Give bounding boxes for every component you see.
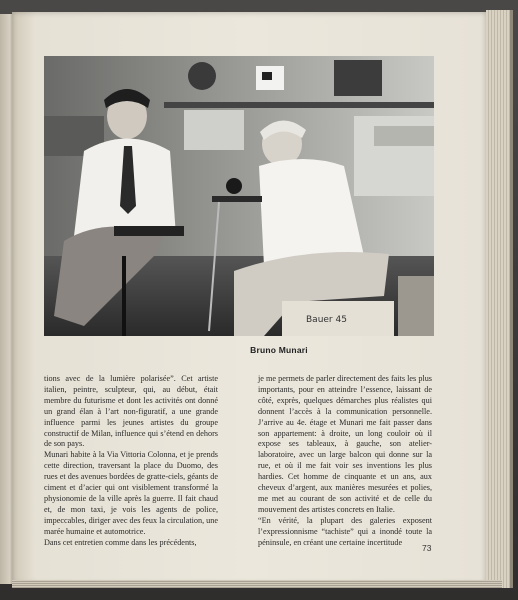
page-number: 73 [422, 543, 432, 553]
plant [188, 62, 216, 90]
page-stack-edge [486, 10, 513, 588]
books [184, 110, 244, 150]
text-column-right [258, 374, 432, 549]
box-label: Bauer 45 [306, 315, 347, 325]
paragraph: tions avec de la lumière polarisée”. Cet artiste italien, peintre, sculpteur, qui, au début, était membre du futurisme et dont les activités ont donné un grand élan à l’art non-figuratif, a une grande influence parmi les jeunes artistes du groupe constructif de Milan, influence qui s’étend en dehors de son pays. [44, 374, 218, 449]
chair-left-leg [122, 256, 126, 336]
chair-right [398, 276, 434, 336]
papers [374, 126, 434, 146]
shelf [164, 102, 434, 108]
text-column-left [44, 374, 218, 549]
page-stack-bottom [12, 580, 502, 588]
paragraph: Munari habite à la Via Vittoria Colonna, et je prends cette direction, traversant la place du Duomo, des rues et des avenues bordées de gratte-ciels, géants de ciment et d’acier qui ont visiblement transformé la physionomie de la ville après la guerre. Il fait chaud et, de mon taxi, je vois les agents de police, impeccables, diriger avec des feux la circulation, une marée humaine et automotrice. [44, 450, 218, 536]
photo-scene [44, 56, 434, 336]
paragraph: je me permets de parler directement des faits les plus importants, pour en atteindre l’essence, laissant de côté, exprès, quelques démarches plus réalistes qui donnent l’accès à la communication personnelle. J’arrive au 4e. étage et Munari me fait passer dans son appartement: à droite, un long couloir où il expose ses tableaux, à gauche, son atelier-laboratoire, avec un large balcon qui donne sur la rue, et où il me fait voir ses inventions les plus hardies. Cet homme de cinquante et un ans, aux cheveux d’argent, aux manières mesurées et polies, me met au courant de son activité et de celle du mouvement des artistes concrets en Italie. [258, 374, 432, 514]
poster [334, 60, 382, 96]
photograph [44, 56, 434, 336]
photo-caption: Bruno Munari [250, 345, 308, 355]
paragraph: “En vérité, la plupart des galeries exposent l’expressionnisme “tachiste” qui a inondé toute la péninsule, en créant une certaine incertitude [258, 515, 432, 547]
paragraph: Dans cet entretien comme dans les précédents, [44, 537, 197, 547]
chair-left-arm [114, 226, 184, 236]
stool-seat [212, 196, 262, 202]
telephone [226, 178, 242, 194]
small-picture-mark [262, 72, 272, 80]
